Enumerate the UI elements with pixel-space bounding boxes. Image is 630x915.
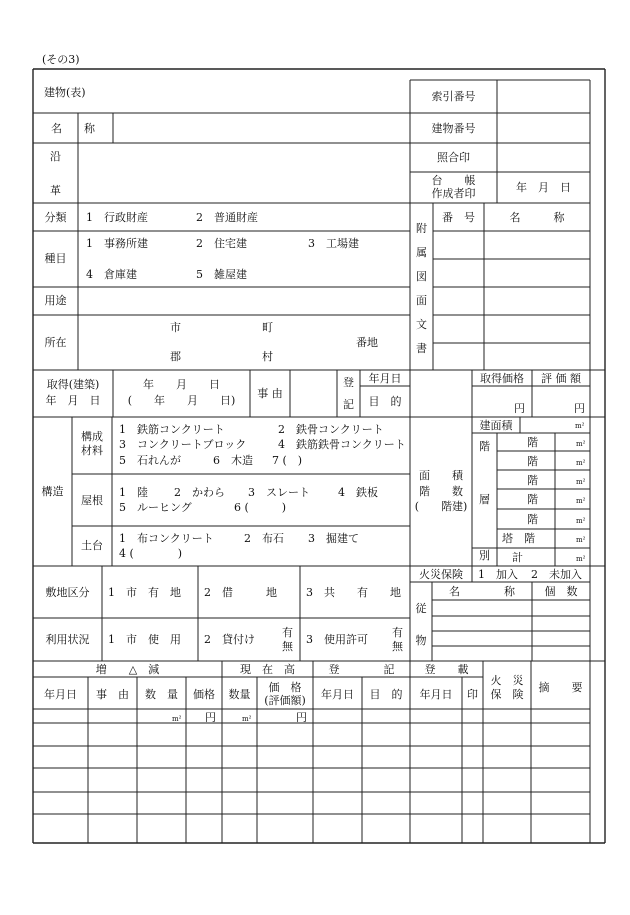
building-area-label: 建面積: [479, 419, 513, 432]
classification-label: 分類: [44, 211, 67, 224]
subordinate-char-2: 物: [415, 634, 427, 647]
location-mura: 村: [262, 350, 273, 363]
material-option-3: 3 コンクリートブロック: [119, 438, 247, 451]
building-area-unit: m²: [575, 422, 585, 430]
attached-char-2: 属: [416, 246, 427, 259]
ledger-price-header: 価格: [193, 688, 215, 701]
ledger-record: 登 載: [424, 663, 469, 676]
ledger-date: 年 月 日: [516, 181, 571, 194]
usage-option-2-yes: 有: [282, 626, 293, 639]
history-label-2: 革: [50, 184, 61, 197]
ledger-current-quantity-header: 数量: [228, 688, 251, 701]
floor-row-5-unit: m²: [576, 517, 586, 525]
ledger-price-unit: 円: [205, 711, 216, 724]
base-option-4: 4 ( ): [119, 547, 183, 560]
history-label-1: 沿: [50, 150, 61, 163]
acquisition-price-label: 取得価格: [480, 372, 524, 385]
registration-char-2: 記: [343, 398, 354, 411]
attached-char-3: 図: [416, 270, 427, 283]
attached-char-6: 書: [416, 342, 427, 355]
kind-label: 種目: [44, 252, 67, 265]
ledger-current-quantity-unit: m²: [242, 715, 252, 723]
registration-purpose-label: 目 的: [368, 395, 402, 408]
roof-option-3: 3 スレート: [248, 486, 310, 499]
ledger-price-eval-header-1: 価 格: [268, 681, 302, 694]
ledger-price-eval-header-2: (評価額): [264, 694, 306, 707]
floor-row-3-label: 階: [527, 474, 538, 487]
ledger-increase-decrease: 増 △ 減: [95, 663, 160, 676]
attached-char-1: 附: [416, 222, 427, 235]
ledger-label-1: 台 帳: [431, 174, 476, 187]
area-label-1: 面 積: [419, 469, 463, 482]
material-label-2: 材料: [81, 444, 103, 457]
material-option-2: 2 鉄骨コンクリート: [278, 423, 384, 436]
roof-option-1: 1 陸: [119, 486, 148, 499]
acquisition-date-alt: ( 年 月 日): [127, 394, 236, 407]
usage-option-1: 1 市 使 用: [108, 633, 181, 646]
building-number-label: 建物番号: [431, 122, 476, 135]
subordinate-count-header: 個 数: [544, 585, 578, 598]
floor-row-4-unit: m²: [576, 497, 586, 505]
kind-option-2: 2 住宅建: [196, 237, 247, 250]
site-option-2: 2 借 地: [204, 586, 277, 599]
material-option-7: 7 ( ): [272, 454, 303, 467]
area-label-3: ( 階建): [414, 500, 468, 513]
kind-option-3: 3 工場建: [308, 237, 359, 250]
ledger-current-amount: 現 在 高: [240, 663, 295, 676]
floor-total-label: 計: [512, 551, 523, 564]
structure-label: 構造: [41, 485, 64, 498]
location-banchi: 番地: [356, 336, 378, 349]
material-option-6: 6 木造: [213, 454, 253, 467]
use-label: 用途: [44, 294, 67, 307]
ledger-reason-header: 事 由: [96, 688, 129, 701]
roof-option-4: 4 鉄板: [338, 486, 378, 499]
usage-option-3-no: 無: [392, 640, 403, 653]
floor-row-2-unit: m²: [576, 459, 586, 467]
ledger-label-2: 作成者印: [431, 187, 476, 200]
floor-row-2-label: 階: [527, 455, 538, 468]
evaluation-amount-label: 評 価 額: [541, 372, 581, 385]
material-option-1: 1 鉄筋コンクリート: [119, 423, 225, 436]
kind-option-4: 4 倉庫建: [86, 268, 137, 281]
roof-label: 屋根: [81, 494, 103, 507]
material-option-5: 5 石れんが: [119, 454, 181, 467]
fire-insurance-not-join: 2 未加入: [531, 568, 582, 581]
floor-row-4-label: 階: [527, 493, 538, 506]
fire-insurance-join: 1 加入: [478, 568, 518, 581]
name-label: 名 称: [51, 122, 95, 135]
material-option-4: 4 鉄筋鉄骨コンクリート: [278, 438, 406, 451]
kind-option-1: 1 事務所建: [86, 237, 148, 250]
floor-row-3-unit: m²: [576, 478, 586, 486]
registration-char-1: 登: [343, 376, 354, 389]
acquisition-price-yen: 円: [514, 402, 525, 415]
ledger-quantity-unit: m²: [172, 715, 182, 723]
floor-char-3: 別: [479, 549, 490, 562]
classification-option-2: 2 普通財産: [196, 211, 258, 224]
site-option-3: 3 共 有 地: [306, 586, 401, 599]
acquisition-reason-label: 事 由: [257, 387, 283, 400]
ledger-summary-header: 摘 要: [538, 681, 583, 694]
ledger-price-eval-unit: 円: [296, 711, 307, 724]
site-category-label: 敷地区分: [45, 586, 90, 599]
ledger-date-header: 年月日: [44, 688, 77, 701]
acquisition-label-2: 年 月 日: [45, 394, 101, 407]
classification-option-1: 1 行政財産: [86, 211, 148, 224]
acquisition-label-1: 取得(建築): [46, 378, 100, 391]
page-label: (その3): [42, 53, 80, 66]
ledger-fire-insurance-1: 火 災: [490, 674, 524, 687]
fire-insurance-label: 火災保険: [419, 568, 463, 581]
usage-option-2-no: 無: [282, 640, 293, 653]
floor-row-1-label: 階: [527, 436, 538, 449]
collation-seal-label: 照合印: [437, 151, 470, 164]
ledger-registration: 登 記: [328, 663, 395, 676]
tower-floor-label: 塔 階: [502, 532, 535, 545]
base-label: 土台: [81, 539, 103, 552]
roof-option-5: 5 ルーヒング: [119, 501, 192, 514]
location-shi: 市: [170, 321, 181, 334]
usage-option-3-yes: 有: [392, 626, 403, 639]
material-label-1: 構成: [81, 430, 103, 443]
roof-option-6: 6 ( ): [234, 501, 287, 514]
base-option-3: 3 掘建て: [308, 532, 359, 545]
tower-floor-unit: m²: [576, 536, 586, 544]
floor-total-unit: m²: [576, 555, 586, 563]
floor-char-1: 階: [479, 440, 490, 453]
area-label-2: 階 数: [419, 485, 463, 498]
attached-name-header: 名 称: [509, 211, 565, 224]
building-header: 建物(表): [44, 86, 86, 99]
subordinate-name-header: 名 称: [449, 585, 515, 598]
index-number-label: 索引番号: [431, 90, 476, 103]
usage-status-label: 利用状況: [45, 633, 90, 646]
floor-char-2: 層: [479, 493, 490, 506]
base-option-2: 2 布石: [244, 532, 284, 545]
subordinate-char-1: 従: [415, 602, 427, 615]
location-label: 所在: [44, 336, 67, 349]
base-option-1: 1 布コンクリート: [119, 532, 214, 545]
site-option-1: 1 市 有 地: [108, 586, 181, 599]
location-cho: 町: [262, 321, 273, 334]
ledger-record-date-header: 年月日: [419, 688, 453, 701]
ledger-fire-insurance-2: 保 険: [490, 688, 524, 701]
ledger-quantity-header: 数 量: [145, 688, 178, 701]
attached-number-header: 番 号: [442, 211, 475, 224]
ledger-purpose-header: 目 的: [369, 688, 403, 701]
floor-row-1-unit: m²: [576, 440, 586, 448]
ledger-reg-date-header: 年月日: [321, 688, 354, 701]
kind-option-5: 5 雑屋建: [196, 268, 247, 281]
floor-row-5-label: 階: [527, 513, 538, 526]
usage-option-3: 3 使用許可: [306, 633, 368, 646]
acquisition-date: 年 月 日: [143, 378, 220, 391]
ledger-seal-header: 印: [467, 688, 478, 701]
evaluation-amount-yen: 円: [574, 402, 585, 415]
usage-option-2: 2 貸付け: [204, 633, 255, 646]
attached-char-4: 面: [416, 294, 427, 307]
attached-char-5: 文: [416, 318, 427, 331]
roof-option-2: 2 かわら: [174, 486, 225, 499]
location-gun: 郡: [170, 350, 181, 363]
registration-date-label: 年月日: [368, 372, 402, 385]
